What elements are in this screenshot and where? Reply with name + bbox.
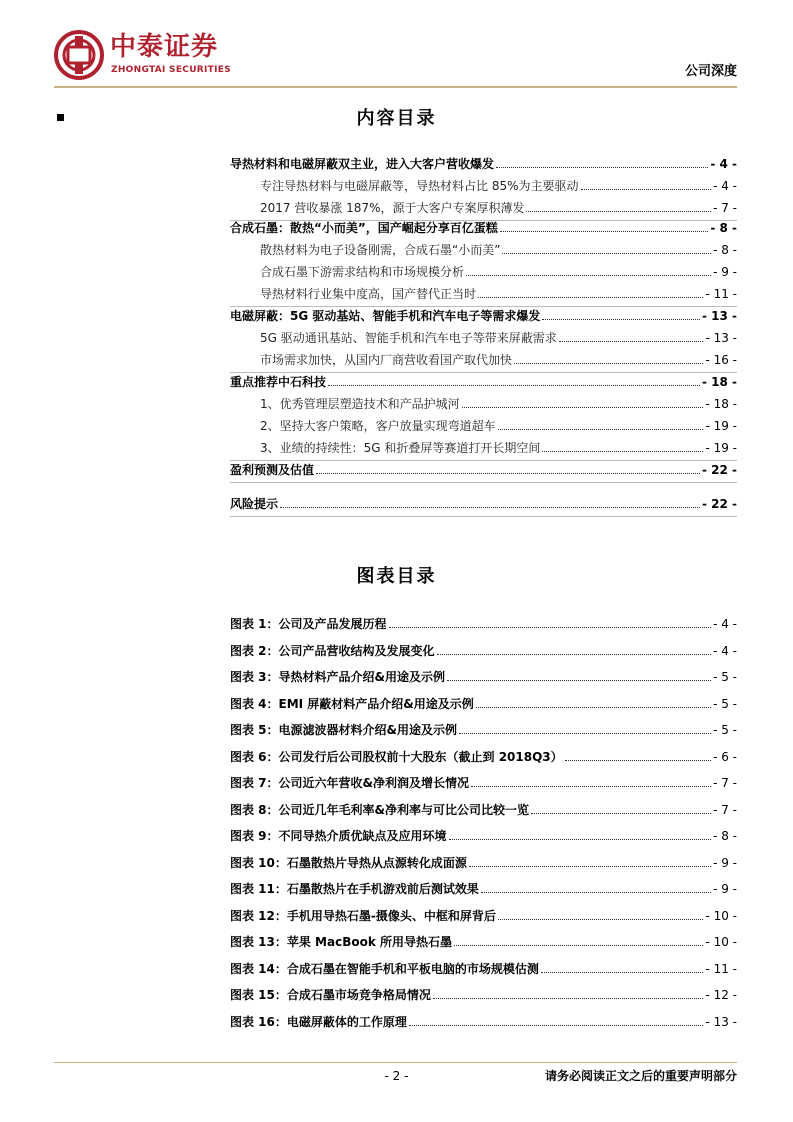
- figure-entry-page: - 5 -: [713, 696, 737, 711]
- figure-entry-title: 图表 4：EMI 屏蔽材料产品介绍&用途及示例: [230, 696, 474, 711]
- figure-entry-page: - 8 -: [713, 829, 737, 843]
- toc-section-title: 盈利预测及估值: [230, 463, 315, 477]
- figure-entry[interactable]: [230, 1012, 737, 1030]
- toc-subsection[interactable]: [230, 436, 737, 456]
- dot-leader: [471, 786, 711, 787]
- brand-name-cn: 中泰证券: [110, 32, 219, 62]
- figure-entry[interactable]: [230, 985, 737, 1003]
- dot-leader: [496, 167, 708, 168]
- figure-entry[interactable]: [230, 773, 737, 791]
- toc-subsection-page: - 16 -: [705, 353, 737, 367]
- figure-entry-title: 图表 10：石墨散热片导热从点源转化成面源: [230, 855, 467, 870]
- figure-entry-title: 图表 12：手机用导热石墨-摄像头、中框和屏背后: [230, 908, 496, 923]
- toc-subsection-page: - 19 -: [705, 419, 737, 433]
- figure-entry-page: - 5 -: [713, 723, 737, 737]
- toc-subsection-page: - 8 -: [713, 243, 737, 257]
- section-separator: [230, 482, 737, 483]
- toc-section-page: - 22 -: [701, 497, 737, 511]
- figure-entry-title: 图表 13：苹果 MacBook 所用导热石墨: [230, 935, 453, 949]
- toc-subsection-page: - 4 -: [713, 179, 737, 193]
- figure-entry-title: 图表 11：石墨散热片在手机游戏前后测试效果: [230, 882, 479, 896]
- dot-leader: [459, 733, 711, 734]
- toc-section-page: - 4 -: [710, 157, 737, 171]
- page-number: - 2 -: [384, 1069, 409, 1083]
- toc-subsection-page: - 18 -: [705, 397, 737, 411]
- toc-section-title: 风险提示: [230, 497, 279, 511]
- header-divider: [54, 86, 737, 88]
- figure-entry-title: 图表 1：公司及产品发展历程: [230, 617, 387, 631]
- toc-subsection-title: 专注导热材料与电磁屏蔽等，导热材料占比 85%为主要驱动: [260, 179, 579, 193]
- figures-title: 图表目录: [356, 566, 437, 587]
- dot-leader: [328, 385, 700, 386]
- dot-leader: [500, 231, 709, 232]
- dot-leader: [447, 680, 711, 681]
- toc-subsection[interactable]: [230, 260, 737, 280]
- figure-entry[interactable]: [230, 667, 737, 685]
- figure-entry-page: - 13 -: [705, 1014, 737, 1029]
- toc-section-title: 合成石墨：散热“小而美”，国产崛起分享百亿蛋糕: [230, 221, 498, 235]
- figure-entry-title: 图表 7：公司近六年营收&净利润及增长情况: [230, 776, 469, 790]
- dot-leader: [409, 1025, 704, 1026]
- figure-entry-title: 图表 5：电源滤波器材料介绍&用途及示例: [230, 723, 457, 737]
- toc-subsection-page: - 13 -: [705, 331, 737, 345]
- toc-subsection-page: - 19 -: [705, 441, 737, 455]
- toc-subsection-title: 2、坚持大客户策略，客户放量实现弯道超车: [260, 419, 496, 433]
- figure-entry-title: 图表 16：电磁屏蔽体的工作原理: [230, 1014, 407, 1029]
- figure-entry-page: - 10 -: [705, 908, 737, 923]
- figure-entry-page: - 10 -: [705, 935, 737, 949]
- figure-entry[interactable]: [230, 720, 737, 738]
- toc-subsection[interactable]: [230, 238, 737, 258]
- dot-leader: [498, 429, 704, 430]
- toc-title: 内容目录: [356, 108, 437, 129]
- dot-leader: [476, 707, 711, 708]
- dot-leader: [449, 839, 712, 840]
- dot-leader: [280, 507, 700, 508]
- section-separator: [230, 516, 737, 517]
- dot-leader: [478, 297, 703, 298]
- toc-subsection[interactable]: [230, 282, 737, 302]
- dot-leader: [466, 275, 711, 276]
- toc-subsection-page: - 7 -: [713, 201, 737, 215]
- toc-section[interactable]: [230, 304, 737, 324]
- dot-leader: [542, 451, 703, 452]
- toc-subsection-title: 5G 驱动通讯基站、智能手机和汽车电子等带来屏蔽需求: [260, 331, 557, 345]
- figure-entry[interactable]: [230, 614, 737, 632]
- toc-section[interactable]: [230, 458, 737, 478]
- dot-leader: [389, 627, 712, 628]
- zhongtai-logo-icon: [54, 30, 104, 80]
- toc-subsection-title: 3、业绩的持续性：5G 和折叠屏等赛道打开长期空间: [260, 441, 541, 455]
- figure-entry[interactable]: [230, 826, 737, 844]
- dot-leader: [542, 319, 700, 320]
- dot-leader: [559, 341, 704, 342]
- toc-section-title: 电磁屏蔽：5G 驱动基站、智能手机和汽车电子等需求爆发: [230, 309, 541, 323]
- toc-section-title: 重点推荐中石科技: [230, 375, 327, 389]
- figure-entry-page: - 9 -: [713, 855, 737, 870]
- figure-entry-page: - 7 -: [713, 776, 737, 790]
- dot-leader: [437, 654, 712, 655]
- toc-subsection[interactable]: [230, 392, 737, 412]
- toc-subsection[interactable]: [230, 174, 737, 194]
- figure-entry-page: - 6 -: [713, 749, 737, 764]
- toc-section[interactable]: [230, 492, 737, 512]
- toc-subsection-title: 2017 营收暴涨 187%，源于大客户专案厚积薄发: [260, 201, 525, 215]
- toc-subsection[interactable]: [230, 196, 737, 216]
- toc-section[interactable]: [230, 370, 737, 390]
- figure-entry[interactable]: [230, 800, 737, 818]
- toc-subsection-title: 散热材料为电子设备刚需，合成石墨“小而美”: [260, 243, 501, 257]
- figure-entry-title: 图表 9：不同导热介质优缺点及应用环境: [230, 829, 447, 843]
- toc-section[interactable]: [230, 152, 737, 172]
- toc-subsection-page: - 11 -: [705, 287, 737, 301]
- figure-entry-page: - 12 -: [705, 988, 737, 1002]
- document-type: 公司深度: [684, 64, 737, 79]
- toc-section-title: 导热材料和电磁屏蔽双主业，进入大客户营收爆发: [230, 157, 495, 171]
- figure-entry-page: - 9 -: [713, 882, 737, 896]
- footer-disclaimer: 请务必阅读正文之后的重要声明部分: [544, 1069, 737, 1083]
- figure-entry-title: 图表 8：公司近几年毛利率&净利率与可比公司比较一览: [230, 802, 529, 817]
- brand-name-en: ZHONGTAI SECURITIES: [111, 65, 231, 75]
- figure-entry[interactable]: [230, 853, 737, 871]
- dot-leader: [481, 892, 711, 893]
- figure-entry[interactable]: [230, 932, 737, 950]
- toc-subsection[interactable]: [230, 326, 737, 346]
- toc-subsection[interactable]: [230, 414, 737, 434]
- figure-entry-title: 图表 6：公司发行后公司股权前十大股东（截止到 2018Q3）: [230, 749, 563, 764]
- toc-section[interactable]: [230, 216, 737, 236]
- figure-entry-page: - 4 -: [713, 617, 737, 631]
- dot-leader: [526, 211, 711, 212]
- dot-leader: [541, 972, 704, 973]
- dot-leader: [498, 919, 704, 920]
- figure-entry[interactable]: [230, 747, 737, 765]
- toc-subsection-title: 导热材料行业集中度高，国产替代正当时: [260, 287, 477, 301]
- figure-entry-title: 图表 15：合成石墨市场竞争格局情况: [230, 988, 431, 1002]
- toc-subsection-title: 1、优秀管理层塑造技术和产品护城河: [260, 397, 460, 411]
- dot-leader: [462, 407, 704, 408]
- dot-leader: [454, 945, 703, 946]
- figure-entry[interactable]: [230, 906, 737, 924]
- dot-leader: [514, 363, 703, 364]
- dot-leader: [433, 998, 704, 999]
- toc-subsection-page: - 9 -: [713, 265, 737, 279]
- figure-entry-page: - 11 -: [705, 961, 737, 976]
- dot-leader: [316, 473, 700, 474]
- figure-entry[interactable]: [230, 694, 737, 712]
- dot-leader: [531, 813, 711, 814]
- toc-section-page: - 13 -: [701, 309, 737, 323]
- dot-leader: [469, 866, 711, 867]
- toc-subsection[interactable]: [230, 348, 737, 368]
- toc-subsection-title: 合成石墨下游需求结构和市场规模分析: [260, 265, 465, 279]
- dot-leader: [565, 760, 711, 761]
- toc-subsection-title: 市场需求加快，从国内厂商营收看国产取代加快: [260, 353, 513, 367]
- figure-entry[interactable]: [230, 879, 737, 897]
- figure-entry-page: - 5 -: [713, 670, 737, 684]
- figure-entry-title: 图表 2：公司产品营收结构及发展变化: [230, 643, 435, 658]
- figure-entry-page: - 7 -: [713, 802, 737, 817]
- dot-leader: [502, 253, 711, 254]
- figure-entry-title: 图表 3：导热材料产品介绍&用途及示例: [230, 670, 445, 684]
- toc-section-page: - 8 -: [710, 221, 737, 235]
- toc-section-page: - 18 -: [701, 375, 737, 389]
- figure-entry[interactable]: [230, 641, 737, 659]
- toc-section-page: - 22 -: [701, 463, 737, 477]
- footer-divider: [54, 1062, 737, 1063]
- figure-entry-title: 图表 14：合成石墨在智能手机和平板电脑的市场规模估测: [230, 961, 539, 976]
- figure-entry-page: - 4 -: [713, 643, 737, 658]
- dot-leader: [581, 189, 712, 190]
- figure-entry[interactable]: [230, 959, 737, 977]
